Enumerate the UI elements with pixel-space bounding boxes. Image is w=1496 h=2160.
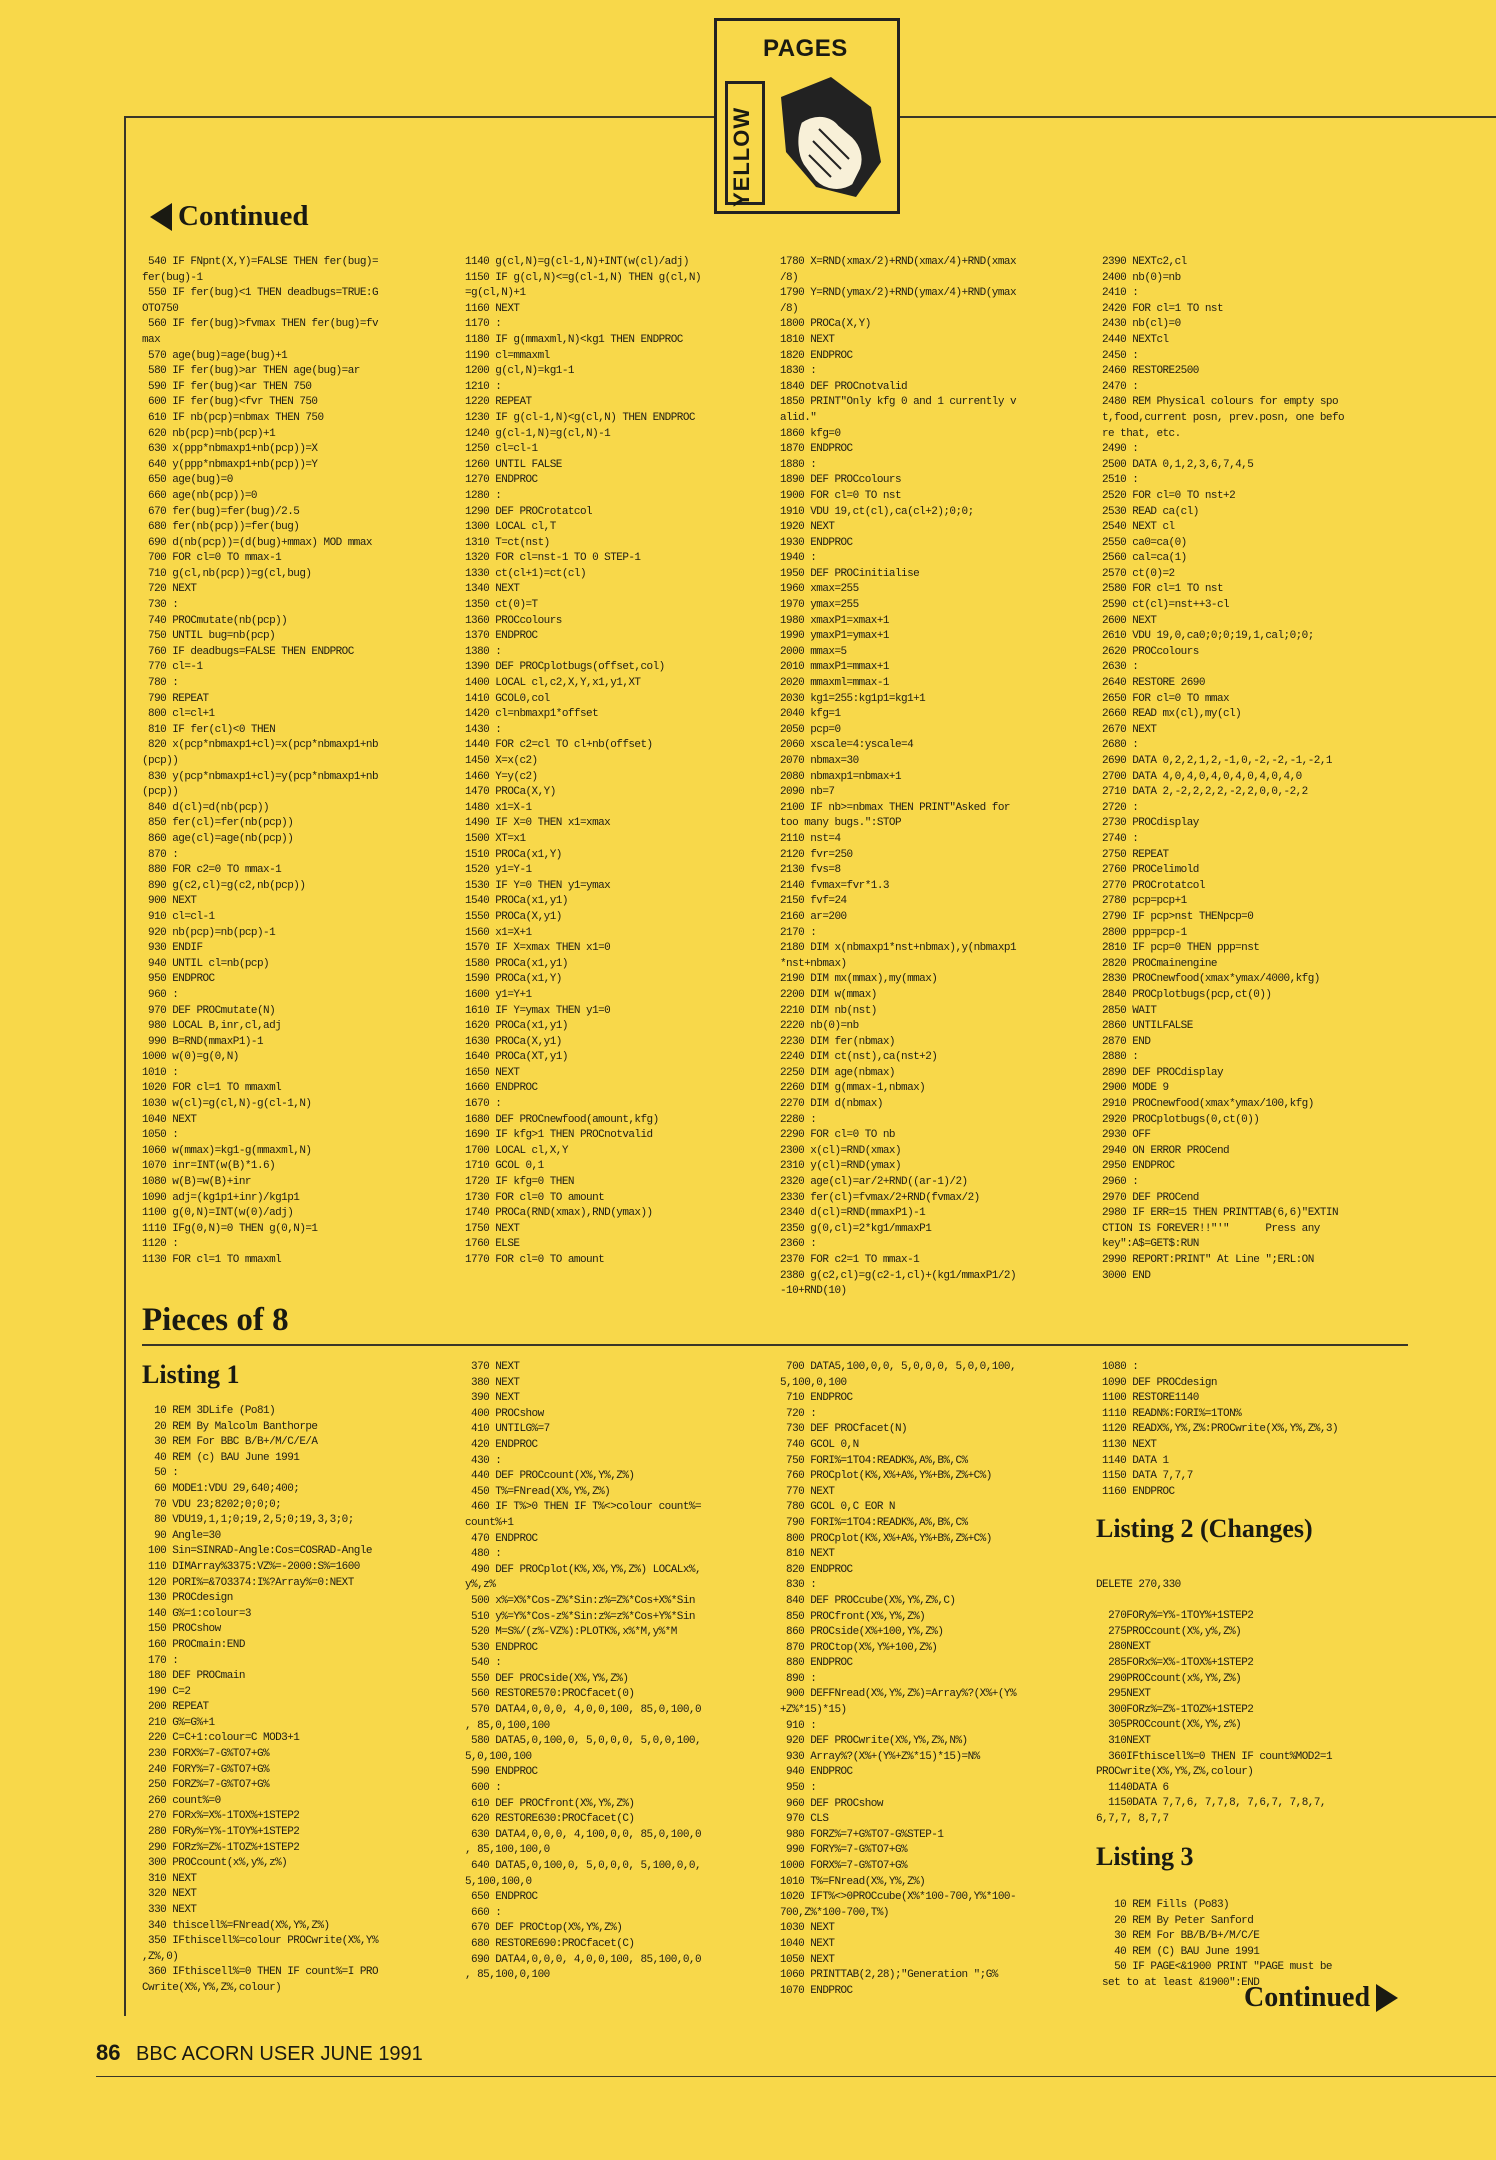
logo-yellow-text: YELLOW <box>729 106 754 207</box>
publication-name: BBC ACORN USER JUNE 1991 <box>136 2043 423 2065</box>
page-footer <box>96 2040 423 2066</box>
footer-rule <box>96 2076 1496 2077</box>
continued-top-heading <box>150 200 309 233</box>
article-title: Pieces of 8 <box>142 1302 289 1338</box>
listing-1-column-2: 370 NEXT 380 NEXT 390 NEXT 400 PROCshow 410 UNTILG%=7 420 ENDPROC 430 : 440 DEF PROCcount(X%,Y%,Z%) 450 T%=FNread(X%,Y%,Z%) 460 IF T%>0 THEN IF T%<>colour count%= count%+1 470 ENDPROC 480 : 490 DEF PROCplot(K%,X%,Y%,Z%) LOCALx%, y%,z% 500 x%=X%*Cos-Z%*Sin:z%=Z%*Cos+X%*Sin 510 y%=Y%*Cos-z%*Sin:z%=z%*Cos+Y%*Sin 520 M=S%/(z%-VZ%):PLOTK%,x%*M,y%*M 530 ENDPROC 540 : 550 DEF PROCside(X%,Y%,Z%) 560 RESTORE570:PROCfacet(0) 570 DATA4,0,0,0, 4,0,0,100, 85,0,100,0 , 85,0,100,100 580 DATA5,0,100,0, 5,0,0,0, 5,0,0,100, 5,0,100,100 590 ENDPROC 600 : 610 DEF PROCfront(X%,Y%,Z%) 620 RESTORE630:PROCfacet(C) 630 DATA4,0,0,0, 4,100,0,0, 85,0,100,0 , 85,100,100,0 640 DATA5,0,100,0, 5,0,0,0, 5,100,0,0, 5,100,100,0 650 ENDPROC 660 : 670 DEF PROCtop(X%,Y%,Z%) 680 RESTORE690:PROCfacet(C) 690 DATA4,0,0,0, 4,0,0,100, 85,100,0,0 , 85,100,0,100 <box>465 1361 701 1982</box>
listing-1-column-3: 700 DATA5,100,0,0, 5,0,0,0, 5,0,0,100, 5,100,0,100 710 ENDPROC 720 : 730 DEF PROCfacet(N) 740 GCOL 0,N 750 FORI%=1TO4:READK%,A%,B%,C% 760 PROCplot(K%,X%+A%,Y%+B%,Z%+C%) 770 NEXT 780 GCOL 0,C EOR N 790 FORI%=1TO4:READK%,A%,B%,C% 800 PROCplot(K%,X%+A%,Y%+B%,Z%+C%) 810 NEXT 820 ENDPROC 830 : 840 DEF PROCcube(X%,Y%,Z%,C) 850 PROCfront(X%,Y%,Z%) 860 PROCside(X%+100,Y%,Z%) 870 PROCtop(X%,Y%+100,Z%) 880 ENDPROC 890 : 900 DEFFNread(X%,Y%,Z%)=Array%?(X%+(Y% +Z%*15)*15) 910 : 920 DEF PROCwrite(X%,Y%,Z%,N%) 930 Array%?(X%+(Y%+Z%*15)*15)=N% 940 ENDPROC 950 : 960 DEF PROCshow 970 CLS 980 FORZ%=7+G%TO7-G%STEP-1 990 FORY%=7-G%TO7+G% 1000 FORX%=7-G%TO7+G% 1010 T%=FNread(X%,Y%,Z%) 1020 IFT%<>0PROCcube(X%*100-700,Y%*100- 700,Z%*100-700,T%) 1030 NEXT 1040 NEXT 1050 NEXT 1060 PRINTTAB(2,28);"Generation ";G% 1070 ENDPROC <box>780 1361 1016 1997</box>
code-column-3: 1780 X=RND(xmax/2)+RND(xmax/4)+RND(xmax /8) 1790 Y=RND(ymax/2)+RND(ymax/4)+RND(ymax /8) 1800 PROCa(X,Y) 1810 NEXT 1820 ENDPROC 1830 : 1840 DEF PROCnotvalid 1850 PRINT"Only kfg 0 and 1 currently v alid." 1860 kfg=0 1870 ENDPROC 1880 : 1890 DEF PROCcolours 1900 FOR cl=0 TO nst 1910 VDU 19,ct(cl),ca(cl+2);0;0; 1920 NEXT 1930 ENDPROC 1940 : 1950 DEF PROCinitialise 1960 xmax=255 1970 ymax=255 1980 xmaxP1=xmax+1 1990 ymaxP1=ymax+1 2000 mmax=5 2010 mmaxP1=mmax+1 2020 mmaxml=mmax-1 2030 kg1=255:kg1p1=kg1+1 2040 kfg=1 2050 pcp=0 2060 xscale=4:yscale=4 2070 nbmax=30 2080 nbmaxp1=nbmax+1 2090 nb=7 2100 IF nb>=nbmax THEN PRINT"Asked for too many bugs.":STOP 2110 nst=4 2120 fvr=250 2130 fvs=8 2140 fvmax=fvr*1.3 2150 fvf=24 2160 ar=200 2170 : 2180 DIM x(nbmaxp1*nst+nbmax),y(nbmaxp1 *nst+nbmax) 2190 DIM mx(mmax),my(mmax) 2200 DIM w(mmax) 2210 DIM nb(nst) 2220 nb(0)=nb 2230 DIM fer(nbmax) 2240 DIM ct(nst),ca(nst+2) 2250 DIM age(nbmax) 2260 DIM g(mmax-1,nbmax) 2270 DIM d(nbmax) 2280 : 2290 FOR cl=0 TO nb 2300 x(cl)=RND(xmax) 2310 y(cl)=RND(ymax) 2320 age(cl)=ar/2+RND((ar-1)/2) 2330 fer(cl)=fvmax/2+RND(fvmax/2) 2340 d(cl)=RND(mmaxP1)-1 2350 g(0,cl)=2*kg1/mmaxP1 2360 : 2370 FOR c2=1 TO mmax-1 2380 g(c2,cl)=g(c2-1,cl)+(kg1/mmaxP1/2) -10+RND(10) <box>780 256 1016 1298</box>
hand-pointer-icon <box>761 67 891 207</box>
listing-3-heading: Listing 3 <box>1096 1842 1194 1871</box>
page-number: 86 <box>96 2040 121 2065</box>
listing-2-code: DELETE 270,330 270FORy%=Y%-1TOY%+1STEP2 275PROCcount(X%,y%,Z%) 280NEXT 285FORx%=X%-1TOX%+1STEP2 290PROCcount(x%,Y%,Z%) 295NEXT 300FORz%=Z%-1TOZ%+1STEP2 305PROCcount(X%,Y%,z%) 310NEXT 360IFthiscell%=0 THEN IF count%MOD2=1 PROCwrite(X%,Y%,Z%,colour) 1140DATA 6 1150DATA 7,7,6, 7,7,8, 7,6,7, 7,8,7, 6,7,7, 8,7,7 <box>1096 1579 1332 1825</box>
listing-3-code: 10 REM Fills (Po83) 20 REM By Peter Sanford 30 REM For BB/B/B+/M/C/E 40 REM (C) BAU June 1991 50 IF PAGE<&1900 PRINT "PAGE must be set to at least &1900":END <box>1102 1899 1332 1989</box>
continued-bottom-label: Continued <box>1244 1982 1371 2013</box>
listing-1-column-1: 10 REM 3DLife (Po81) 20 REM By Malcolm Banthorpe 30 REM For BBC B/B+/M/C/E/A 40 REM (c) BAU June 1991 50 : 60 MODE1:VDU 29,640;400; 70 VDU 23;8202;0;0;0; 80 VDU19,1,1;0;19,2,5;0;19,3,3;0; 90 Angle=30 100 Sin=SINRAD-Angle:Cos=COSRAD-Angle 110 DIMArray%3375:VZ%=-2000:S%=1600 120 PORI%=&7O3374:I%?Array%=0:NEXT 130 PROCdesign 140 G%=1:colour=3 150 PROCshow 160 PROCmain:END 170 : 180 DEF PROCmain 190 C=2 200 REPEAT 210 G%=G%+1 220 C=C+1:colour=C MOD3+1 230 FORX%=7-G%TO7+G% 240 FORY%=7-G%TO7+G% 250 FORZ%=7-G%TO7+G% 260 count%=0 270 FORx%=X%-1TOX%+1STEP2 280 FORy%=Y%-1TOY%+1STEP2 290 FORz%=Z%-1TOZ%+1STEP2 300 PROCcount(x%,y%,z%) 310 NEXT 320 NEXT 330 NEXT 340 thiscell%=FNread(X%,Y%,Z%) 350 IFthiscell%=colour PROCwrite(X%,Y% ,Z%,0) 360 IFthiscell%=0 THEN IF count%=I PRO Cwrite(X%,Y%,Z%,colour) <box>142 1405 378 1994</box>
yellow-pages-logo <box>714 18 900 214</box>
listing-1-heading: Listing 1 <box>142 1360 240 1389</box>
logo-pages-text: PAGES <box>763 35 848 62</box>
listing-1-column-4: 1080 : 1090 DEF PROCdesign 1100 RESTORE1140 1110 READN%:FORI%=1TON% 1120 READX%,Y%,Z%:PROCwrite(X%,Y%,Z%,3) 1130 NEXT 1140 DATA 1 1150 DATA 7,7,7 1160 ENDPROC <box>1102 1361 1338 1498</box>
code-column-1: 540 IF FNpnt(X,Y)=FALSE THEN fer(bug)= fer(bug)-1 550 IF fer(bug)<1 THEN deadbugs=TRUE:G OTO750 560 IF fer(bug)>fvmax THEN fer(bug)=fv max 570 age(bug)=age(bug)+1 580 IF fer(bug)>ar THEN age(bug)=ar 590 IF fer(bug)<ar THEN 750 600 IF fer(bug)<fvr THEN 750 610 IF nb(pcp)=nbmax THEN 750 620 nb(pcp)=nb(pcp)+1 630 x(ppp*nbmaxp1+nb(pcp))=X 640 y(ppp*nbmaxp1+nb(pcp))=Y 650 age(bug)=0 660 age(nb(pcp))=0 670 fer(bug)=fer(bug)/2.5 680 fer(nb(pcp))=fer(bug) 690 d(nb(pcp))=(d(bug)+mmax) MOD mmax 700 FOR cl=0 TO mmax-1 710 g(cl,nb(pcp))=g(cl,bug) 720 NEXT 730 : 740 PROCmutate(nb(pcp)) 750 UNTIL bug=nb(pcp) 760 IF deadbugs=FALSE THEN ENDPROC 770 cl=-1 780 : 790 REPEAT 800 cl=cl+1 810 IF fer(cl)<0 THEN 820 x(pcp*nbmaxp1+cl)=x(pcp*nbmaxp1+nb (pcp)) 830 y(pcp*nbmaxp1+cl)=y(pcp*nbmaxp1+nb (pcp)) 840 d(cl)=d(nb(pcp)) 850 fer(cl)=fer(nb(pcp)) 860 age(cl)=age(nb(pcp)) 870 : 880 FOR c2=0 TO mmax-1 890 g(c2,cl)=g(c2,nb(pcp)) 900 NEXT 910 cl=cl-1 920 nb(pcp)=nb(pcp)-1 930 ENDIF 940 UNTIL cl=nb(pcp) 950 ENDPROC 960 : 970 DEF PROCmutate(N) 980 LOCAL B,inr,cl,adj 990 B=RND(mmaxP1)-1 1000 w(0)=g(0,N) 1010 : 1020 FOR cl=1 TO mmaxml 1030 w(cl)=g(cl,N)-g(cl-1,N) 1040 NEXT 1050 : 1060 w(mmax)=kg1-g(mmaxml,N) 1070 inr=INT(w(B)*1.6) 1080 w(B)=w(B)+inr 1090 adj=(kg1p1+inr)/kg1p1 1100 g(0,N)=INT(w(0)/adj) 1110 IFg(0,N)=0 THEN g(0,N)=1 1120 : 1130 FOR cl=1 TO mmaxml <box>142 256 378 1266</box>
code-column-4: 2390 NEXTc2,cl 2400 nb(0)=nb 2410 : 2420 FOR cl=1 TO nst 2430 nb(cl)=0 2440 NEXTcl 2450 : 2460 RESTORE2500 2470 : 2480 REM Physical colours for empty spo t,food,current posn, prev.posn, one befo re that, etc. 2490 : 2500 DATA 0,1,2,3,6,7,4,5 2510 : 2520 FOR cl=0 TO nst+2 2530 READ ca(cl) 2540 NEXT cl 2550 ca0=ca(0) 2560 cal=ca(1) 2570 ct(0)=2 2580 FOR cl=1 TO nst 2590 ct(cl)=nst++3-cl 2600 NEXT 2610 VDU 19,0,ca0;0;0;19,1,cal;0;0; 2620 PROCcolours 2630 : 2640 RESTORE 2690 2650 FOR cl=0 TO mmax 2660 READ mx(cl),my(cl) 2670 NEXT 2680 : 2690 DATA 0,2,2,1,2,-1,0,-2,-2,-1,-2,1 2700 DATA 4,0,4,0,4,0,4,0,4,0,4,0 2710 DATA 2,-2,2,2,2,-2,2,0,0,-2,2 2720 : 2730 PROCdisplay 2740 : 2750 REPEAT 2760 PROCelimold 2770 PROCrotatcol 2780 pcp=pcp+1 2790 IF pcp>nst THENpcp=0 2800 ppp=pcp-1 2810 IF pcp=0 THEN ppp=nst 2820 PROCmainengine 2830 PROCnewfood(xmax*ymax/4000,kfg) 2840 PROCplotbugs(pcp,ct(0)) 2850 WAIT 2860 UNTILFALSE 2870 END 2880 : 2890 DEF PROCdisplay 2900 MODE 9 2910 PROCnewfood(xmax*ymax/100,kfg) 2920 PROCplotbugs(0,ct(0)) 2930 OFF 2940 ON ERROR PROCend 2950 ENDPROC 2960 : 2970 DEF PROCend 2980 IF ERR=15 THEN PRINTTAB(6,6)"EXTIN CTION IS FOREVER!!"'" Press any key":A$=GET$:RUN 2990 REPORT:PRINT" At Line ";ERL:ON 3000 END <box>1102 256 1345 1282</box>
arrow-left-icon <box>150 203 172 231</box>
continued-top-label: Continued <box>178 200 309 232</box>
listing-2-heading: Listing 2 (Changes) <box>1096 1514 1313 1543</box>
title-divider <box>142 1344 1408 1346</box>
continued-bottom-heading <box>1244 1982 1398 2014</box>
code-column-2: 1140 g(cl,N)=g(cl-1,N)+INT(w(cl)/adj) 1150 IF g(cl,N)<=g(cl-1,N) THEN g(cl,N) =g(cl,N)+1 1160 NEXT 1170 : 1180 IF g(mmaxml,N)<kg1 THEN ENDPROC 1190 cl=mmaxml 1200 g(cl,N)=kg1-1 1210 : 1220 REPEAT 1230 IF g(cl-1,N)<g(cl,N) THEN ENDPROC 1240 g(cl-1,N)=g(cl,N)-1 1250 cl=cl-1 1260 UNTIL FALSE 1270 ENDPROC 1280 : 1290 DEF PROCrotatcol 1300 LOCAL cl,T 1310 T=ct(nst) 1320 FOR cl=nst-1 TO 0 STEP-1 1330 ct(cl+1)=ct(cl) 1340 NEXT 1350 ct(0)=T 1360 PROCcolours 1370 ENDPROC 1380 : 1390 DEF PROCplotbugs(offset,col) 1400 LOCAL cl,c2,X,Y,x1,y1,XT 1410 GCOL0,col 1420 cl=nbmaxp1*offset 1430 : 1440 FOR c2=cl TO cl+nb(offset) 1450 X=x(c2) 1460 Y=y(c2) 1470 PROCa(X,Y) 1480 x1=X-1 1490 IF X=0 THEN x1=xmax 1500 XT=x1 1510 PROCa(x1,Y) 1520 y1=Y-1 1530 IF Y=0 THEN y1=ymax 1540 PROCa(x1,y1) 1550 PROCa(X,y1) 1560 x1=X+1 1570 IF X=xmax THEN x1=0 1580 PROCa(x1,y1) 1590 PROCa(x1,Y) 1600 y1=Y+1 1610 IF Y=ymax THEN y1=0 1620 PROCa(x1,y1) 1630 PROCa(X,y1) 1640 PROCa(XT,y1) 1650 NEXT 1660 ENDPROC 1670 : 1680 DEF PROCnewfood(amount,kfg) 1690 IF kfg>1 THEN PROCnotvalid 1700 LOCAL cl,X,Y 1710 GCOL 0,1 1720 IF kfg=0 THEN 1730 FOR cl=0 TO amount 1740 PROCa(RND(xmax),RND(ymax)) 1750 NEXT 1760 ELSE 1770 FOR cl=0 TO amount <box>465 256 701 1266</box>
arrow-right-icon <box>1376 1984 1398 2012</box>
